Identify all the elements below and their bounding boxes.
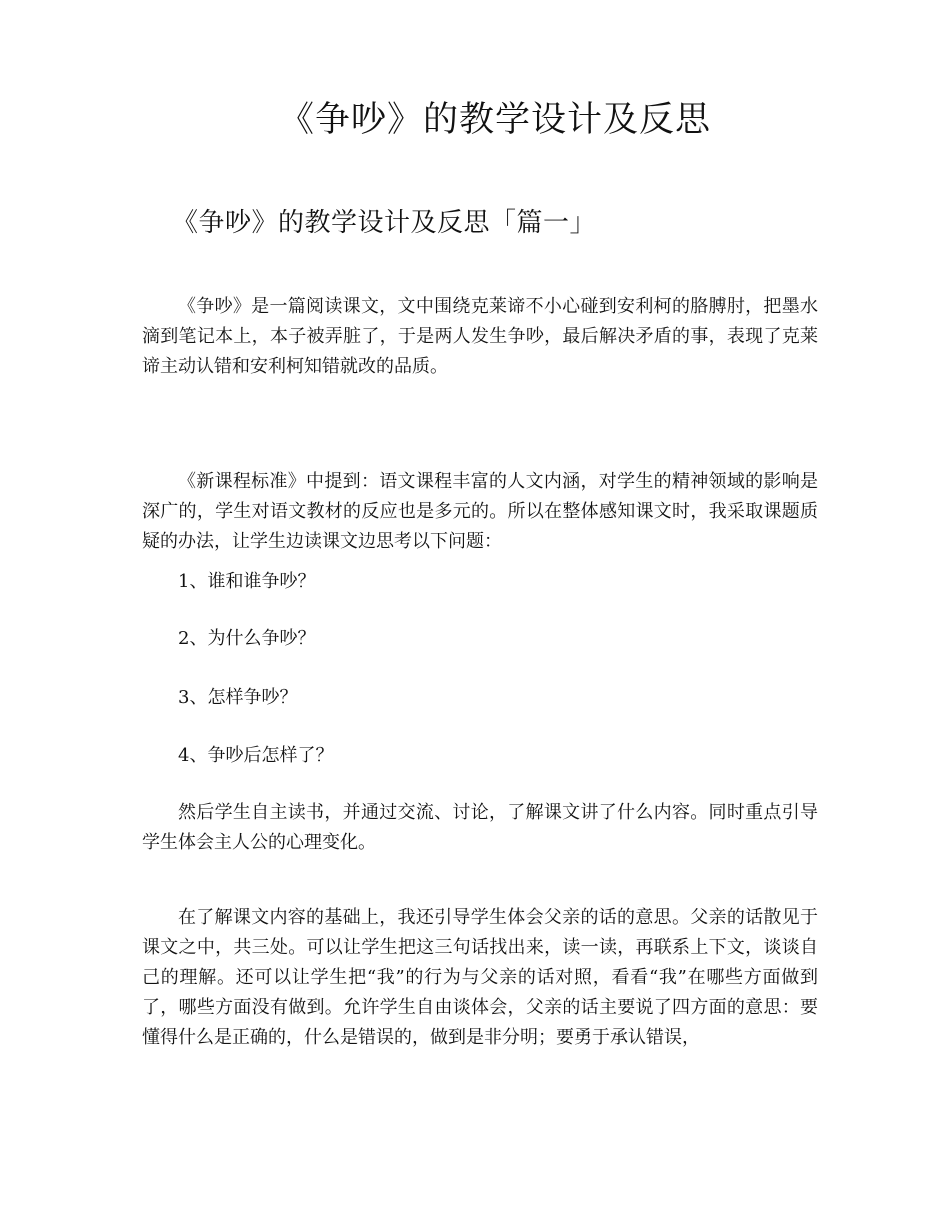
question-item: 3、怎样争吵？ bbox=[178, 687, 298, 708]
section-heading: 《争吵》的教学设计及反思「篇一」 bbox=[172, 208, 597, 238]
paragraph-father-words: 在了解课文内容的基础上，我还引导学生体会父亲的话的意思。父亲的话散见于课文之中，共三处。可以让学生把这三句话找出来，读一读，再联系上下文，谈谈自己的理解。还可以让学生把“我”的行为与父亲的话对照，看看“我”在哪些方面做到了，哪些方面没有做到。允许学生自由谈体会，父亲的话主要说了四方面的意思：要懂得什么是正确的，什么是错误的，做到是非分明；要勇于承认错误， bbox=[142, 907, 818, 1048]
paragraph-self-reading: 然后学生自主读书，并通过交流、讨论，了解课文讲了什么内容。同时重点引导学生体会主人公的心理变化。 bbox=[142, 802, 818, 853]
document-title: 《争吵》的教学设计及反思 bbox=[278, 100, 711, 140]
question-item: 1、谁和谁争吵？ bbox=[178, 571, 316, 592]
paragraph-curriculum: 《新课程标准》中提到：语文课程丰富的人文内涵，对学生的精神领域的影响是深广的，学生对语文教材的反应也是多元的。所以在整体感知课文时，我采取课题质疑的办法，让学生边读课文边思考以下问题： bbox=[142, 471, 818, 552]
question-item: 2、为什么争吵？ bbox=[178, 628, 316, 649]
paragraph-intro: 《争吵》是一篇阅读课文，文中围绕克莱谛不小心碰到安利柯的胳膊肘，把墨水滴到笔记本上，本子被弄脏了，于是两人发生争吵，最后解决矛盾的事，表现了克莱谛主动认错和安利柯知错就改的品质。 bbox=[142, 296, 818, 377]
question-item: 4、争吵后怎样了？ bbox=[178, 745, 334, 766]
